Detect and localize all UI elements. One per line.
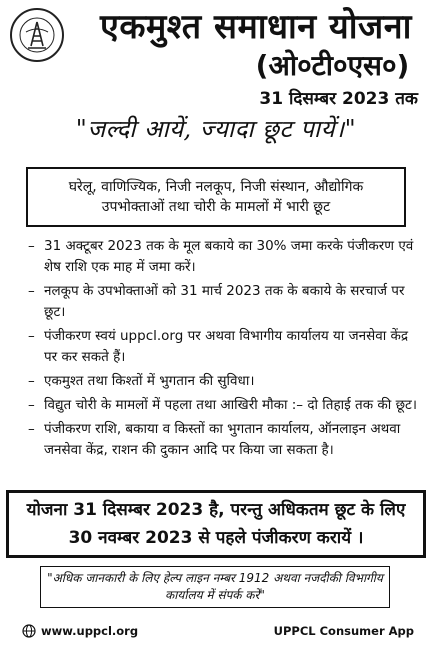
consumer-app-label: UPPCL Consumer App [273, 624, 414, 638]
dash-marker: – [28, 328, 35, 344]
dash-marker: – [28, 397, 35, 413]
tower-icon [12, 10, 62, 60]
list-item-text: नलकूप के उपभोक्ताओं को 31 मार्च 2023 तक के बकाये के सरचार्ज पर छूट। [44, 283, 405, 320]
scheme-title: एकमुश्त समाधान योजना [100, 7, 412, 47]
eligibility-text: घरेलू, वाणिज्यिक, निजी नलकूप, निजी संस्थान, औद्योगिक उपभोक्ताओं तथा चोरी के मामलों में भारी छूट [68, 179, 364, 215]
dash-marker: – [28, 238, 35, 254]
globe-icon [22, 624, 36, 638]
list-item-text: पंजीकरण स्वयं uppcl.org पर अथवा विभागीय कार्यालय या जनसेवा केंद्र पर कर सकते हैं। [44, 328, 409, 365]
dash-marker: – [28, 421, 35, 437]
dash-marker: – [28, 373, 35, 389]
list-item [28, 419, 418, 461]
uppcl-logo [10, 8, 64, 62]
list-item [28, 236, 418, 278]
list-item [28, 371, 418, 392]
slogan: "जल्दी आयें, ज्यादा छूट पायें।" [75, 115, 357, 143]
list-item-text: एकमुश्त तथा किश्तों में भुगतान की सुविधा। [44, 373, 255, 389]
eligibility-box [26, 167, 406, 227]
list-item [28, 326, 418, 368]
deadline-text: योजना 31 दिसम्बर 2023 है, परन्तु अधिकतम छूट के लिए 30 नवम्बर 2023 से पहले पंजीकरण करायें । [26, 500, 406, 548]
helpline-text: "अधिक जानकारी के लिए हेल्प लाइन नम्बर 1912 अथवा नजदीकी विभागीय कार्यालय में संपर्क करें" [47, 571, 383, 602]
helpline-box [40, 566, 390, 608]
dash-marker: – [28, 283, 35, 299]
scheme-end-date: 31 दिसम्बर 2023 तक [259, 89, 418, 109]
list-item [28, 395, 418, 416]
list-item-text: 31 अक्टूबर 2023 तक के मूल बकाये का 30% जमा करके पंजीकरण एवं शेष राशि एक माह में जमा करें। [44, 238, 414, 275]
list-item-text: विद्युत चोरी के मामलों में पहला तथा आखिरी मौका :– दो तिहाई तक की छूट। [44, 397, 417, 413]
scheme-abbreviation: (ओ०टी०एस०) [255, 49, 410, 82]
deadline-box [6, 490, 426, 558]
website-link[interactable] [22, 624, 138, 638]
website-label: www.uppcl.org [41, 624, 139, 638]
benefits-list [28, 236, 418, 464]
list-item [28, 281, 418, 323]
list-item-text: पंजीकरण राशि, बकाया व किस्तों का भुगतान कार्यालय, ऑनलाइन अथवा जनसेवा केंद्र, राशन की दुकान आदि पर किया जा सकता है। [44, 421, 401, 458]
